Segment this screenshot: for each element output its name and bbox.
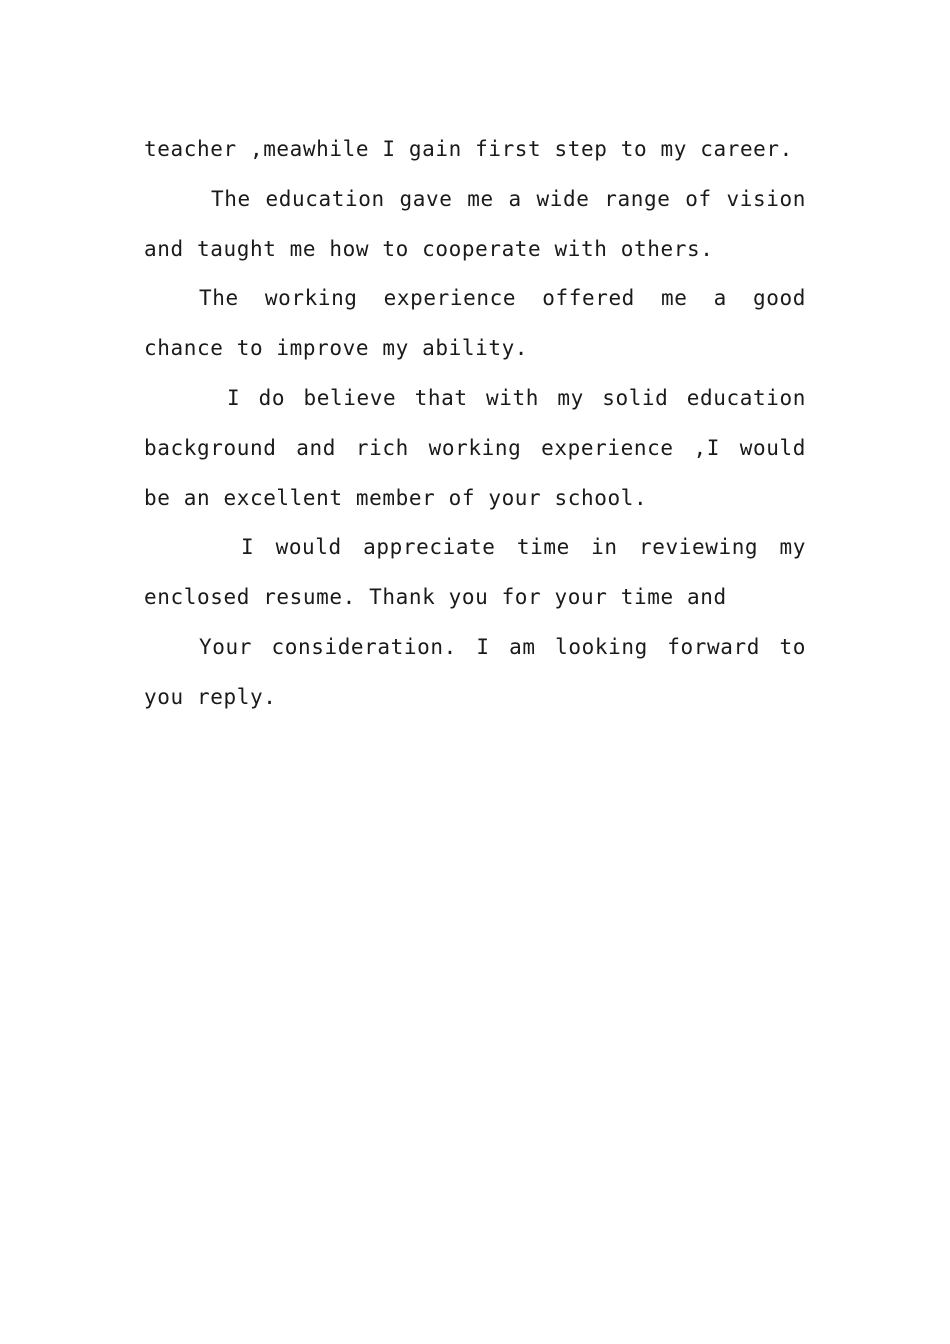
paragraph-belief: I do believe that with my solid education background and rich working experience ,I would be an excellent member of your school. [144,385,806,510]
letter-body [144,125,806,723]
paragraph-education: The education gave me a wide range of vision and taught me how to cooperate with others. [144,186,806,261]
paragraph-career: teacher ,meawhile I gain first step to my career. [144,137,793,161]
paragraph-closing: Your consideration. I am looking forward to you reply. [144,634,806,709]
paragraph-working-experience: The working experience offered me a good chance to improve my ability. [144,286,806,361]
paragraph-appreciation: I would appreciate time in reviewing my enclosed resume. Thank you for your time and [144,535,806,610]
